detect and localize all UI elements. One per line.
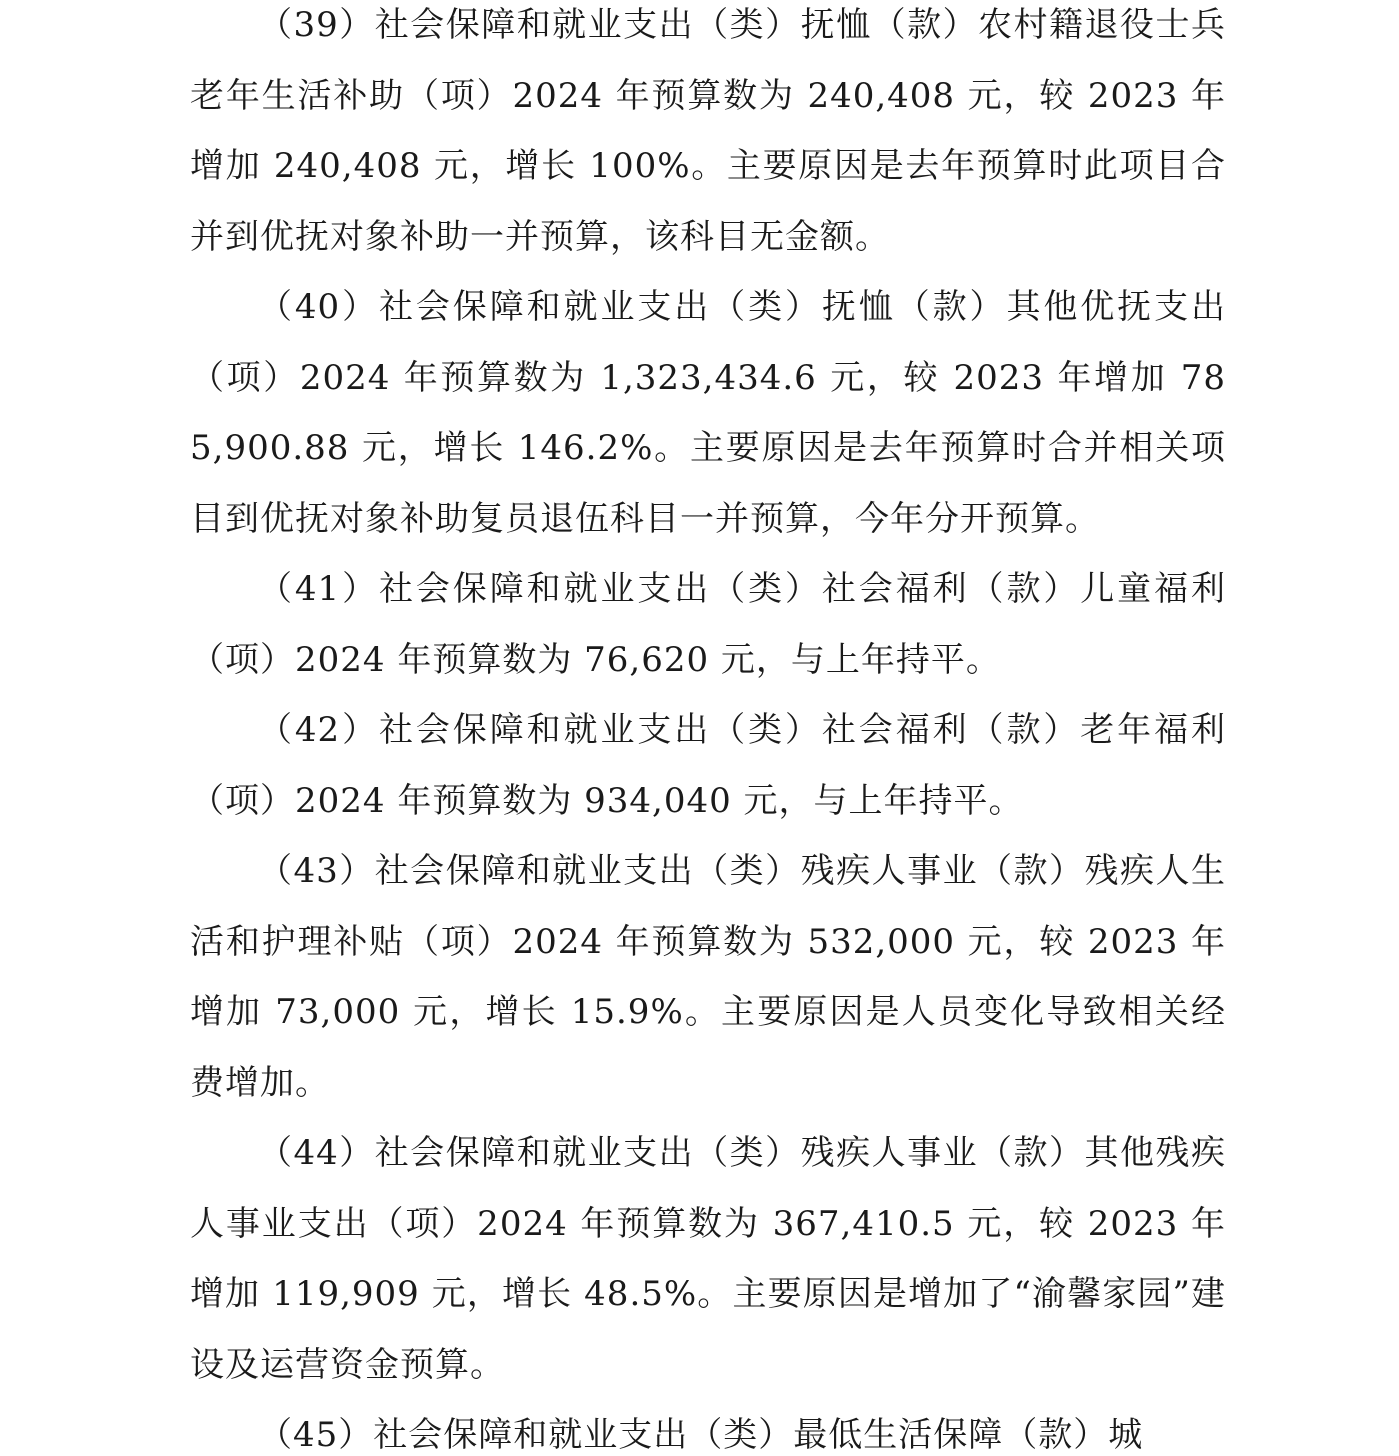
paragraph-42: （42）社会保障和就业支出（类）社会福利（款）老年福利（项）2024 年预算数为 934,040 元，与上年持平。: [190, 710, 1226, 821]
paragraph-43: （43）社会保障和就业支出（类）残疾人事业（款）残疾人生活和护理补贴（项）2024 年预算数为 532,000 元，较 2023 年增加 73,000 元，增长 15.9%。主要原因是人员变化导致相关经费增加。: [190, 851, 1226, 1103]
paragraph-44: （44）社会保障和就业支出（类）残疾人事业（款）其他残疾人事业支出（项）2024 年预算数为 367,410.5 元，较 2023 年增加 119,909 元，增长 48.5%。主要原因是增加了“渝馨家园”建设及运营资金预算。: [190, 1133, 1226, 1385]
paragraph-45: （45）社会保障和就业支出（类）最低生活保障（款）城: [258, 1415, 1144, 1455]
paragraph-40: （40）社会保障和就业支出（类）抚恤（款）其他优抚支出（项）2024 年预算数为 1,323,434.6 元，较 2023 年增加 785,900.88 元，增长 146.2%。主要原因是去年预算时合并相关项目到优抚对象补助复员退伍科目一并预算，今年分开预算。: [190, 287, 1226, 539]
paragraph-39: （39）社会保障和就业支出（类）抚恤（款）农村籍退役士兵老年生活补助（项）2024 年预算数为 240,408 元，较 2023 年增加 240,408 元，增长 100%。主要原因是去年预算时此项目合并到优抚对象补助一并预算，该科目无金额。: [190, 5, 1226, 257]
body-text: [190, 0, 1226, 1456]
paragraph-41: （41）社会保障和就业支出（类）社会福利（款）儿童福利（项）2024 年预算数为 76,620 元，与上年持平。: [190, 569, 1226, 680]
